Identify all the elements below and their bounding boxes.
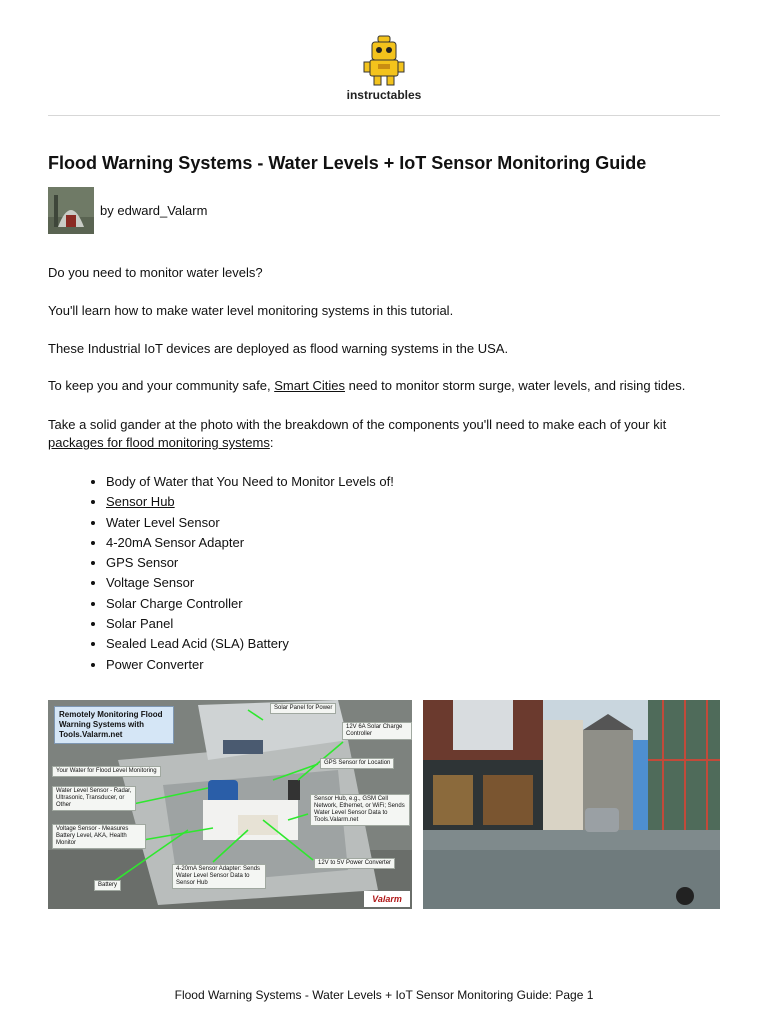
- smart-cities-link[interactable]: Smart Cities: [274, 378, 345, 393]
- author-avatar[interactable]: [48, 187, 94, 234]
- flooded-street-photo[interactable]: [423, 700, 720, 909]
- components-list: [88, 472, 394, 675]
- list-item: • Water Level Sensor: [106, 513, 394, 533]
- list-item: • Body of Water that You Need to Monitor Levels of!: [106, 472, 394, 492]
- intro-paragraph-3: These Industrial IoT devices are deployed as flood warning systems in the USA.: [48, 341, 509, 356]
- valarm-logo: Valarm: [364, 891, 410, 907]
- photo-title-label: Remotely Monitoring Flood Warning Systems with Tools.Valarm.net: [54, 706, 174, 744]
- gps-label: GPS Sensor for Location: [320, 758, 394, 769]
- list-item: • Power Converter: [106, 655, 394, 675]
- sensor-adapter-label: 4-20mA Sensor Adapter: Sends Water Level Sensor Data to Sensor Hub: [172, 864, 266, 889]
- intro-paragraph-1: Do you need to monitor water levels?: [48, 265, 263, 280]
- page-title: Flood Warning Systems - Water Levels + IoT Sensor Monitoring Guide: [48, 153, 647, 173]
- list-item: • Voltage Sensor: [106, 573, 394, 593]
- author-name[interactable]: edward_Valarm: [117, 203, 208, 218]
- power-converter-label: 12V to 5V Power Converter: [314, 858, 395, 869]
- byline-prefix: by: [100, 203, 114, 218]
- page-footer: Flood Warning Systems - Water Levels + IoT Sensor Monitoring Guide: Page 1: [174, 988, 594, 1002]
- list-item: • Solar Charge Controller: [106, 594, 394, 614]
- instructables-robot-icon: [362, 34, 406, 88]
- water-level-sensor-label: Water Level Sensor - Radar, Ultrasonic, Transducer, or Other: [52, 786, 136, 811]
- sensor-hub-link[interactable]: Sensor Hub: [106, 494, 175, 510]
- list-item: • 4-20mA Sensor Adapter: [106, 533, 394, 553]
- sensor-hub-label: Sensor Hub, e.g., GSM Cell Network, Ethernet, or WiFi; Sends Water Level Sensor Data to Tools.Valarm.net: [310, 794, 410, 826]
- gander-paragraph: [48, 416, 720, 452]
- gander-text-after: :: [269, 435, 274, 450]
- page-header: [0, 0, 768, 116]
- smart-cities-paragraph: [48, 377, 720, 395]
- battery-label: Battery: [94, 880, 121, 891]
- flood-packages-link[interactable]: packages for flood monitoring systems: [48, 435, 270, 450]
- smart-cities-text-before: To keep you and your community safe,: [48, 378, 275, 393]
- intro-paragraph-2: You'll learn how to make water level monitoring systems in this tutorial.: [48, 303, 454, 318]
- list-item: [106, 492, 394, 512]
- byline: [100, 203, 207, 218]
- components-photo[interactable]: [48, 700, 412, 909]
- voltage-sensor-label: Voltage Sensor - Measures Battery Level, AKA, Health Monitor: [52, 824, 146, 849]
- list-item: • GPS Sensor: [106, 553, 394, 573]
- solar-panel-label: Solar Panel for Power: [270, 703, 336, 714]
- gander-text-before: Take a solid gander at the photo with the breakdown of the components you'll need to make each of your kit: [48, 417, 667, 432]
- smart-cities-text-after: need to monitor storm surge, water levels, and rising tides.: [344, 378, 686, 393]
- charge-controller-label: 12V 6A Solar Charge Controller: [342, 722, 412, 740]
- avatar-image: [48, 187, 94, 234]
- brand-name[interactable]: instructables: [346, 88, 422, 102]
- flooded-street-illustration: [423, 700, 720, 909]
- list-item: • Solar Panel: [106, 614, 394, 634]
- water-label: Your Water for Flood Level Monitoring: [52, 766, 161, 777]
- header-divider: [48, 115, 720, 116]
- list-item: • Sealed Lead Acid (SLA) Battery: [106, 634, 394, 654]
